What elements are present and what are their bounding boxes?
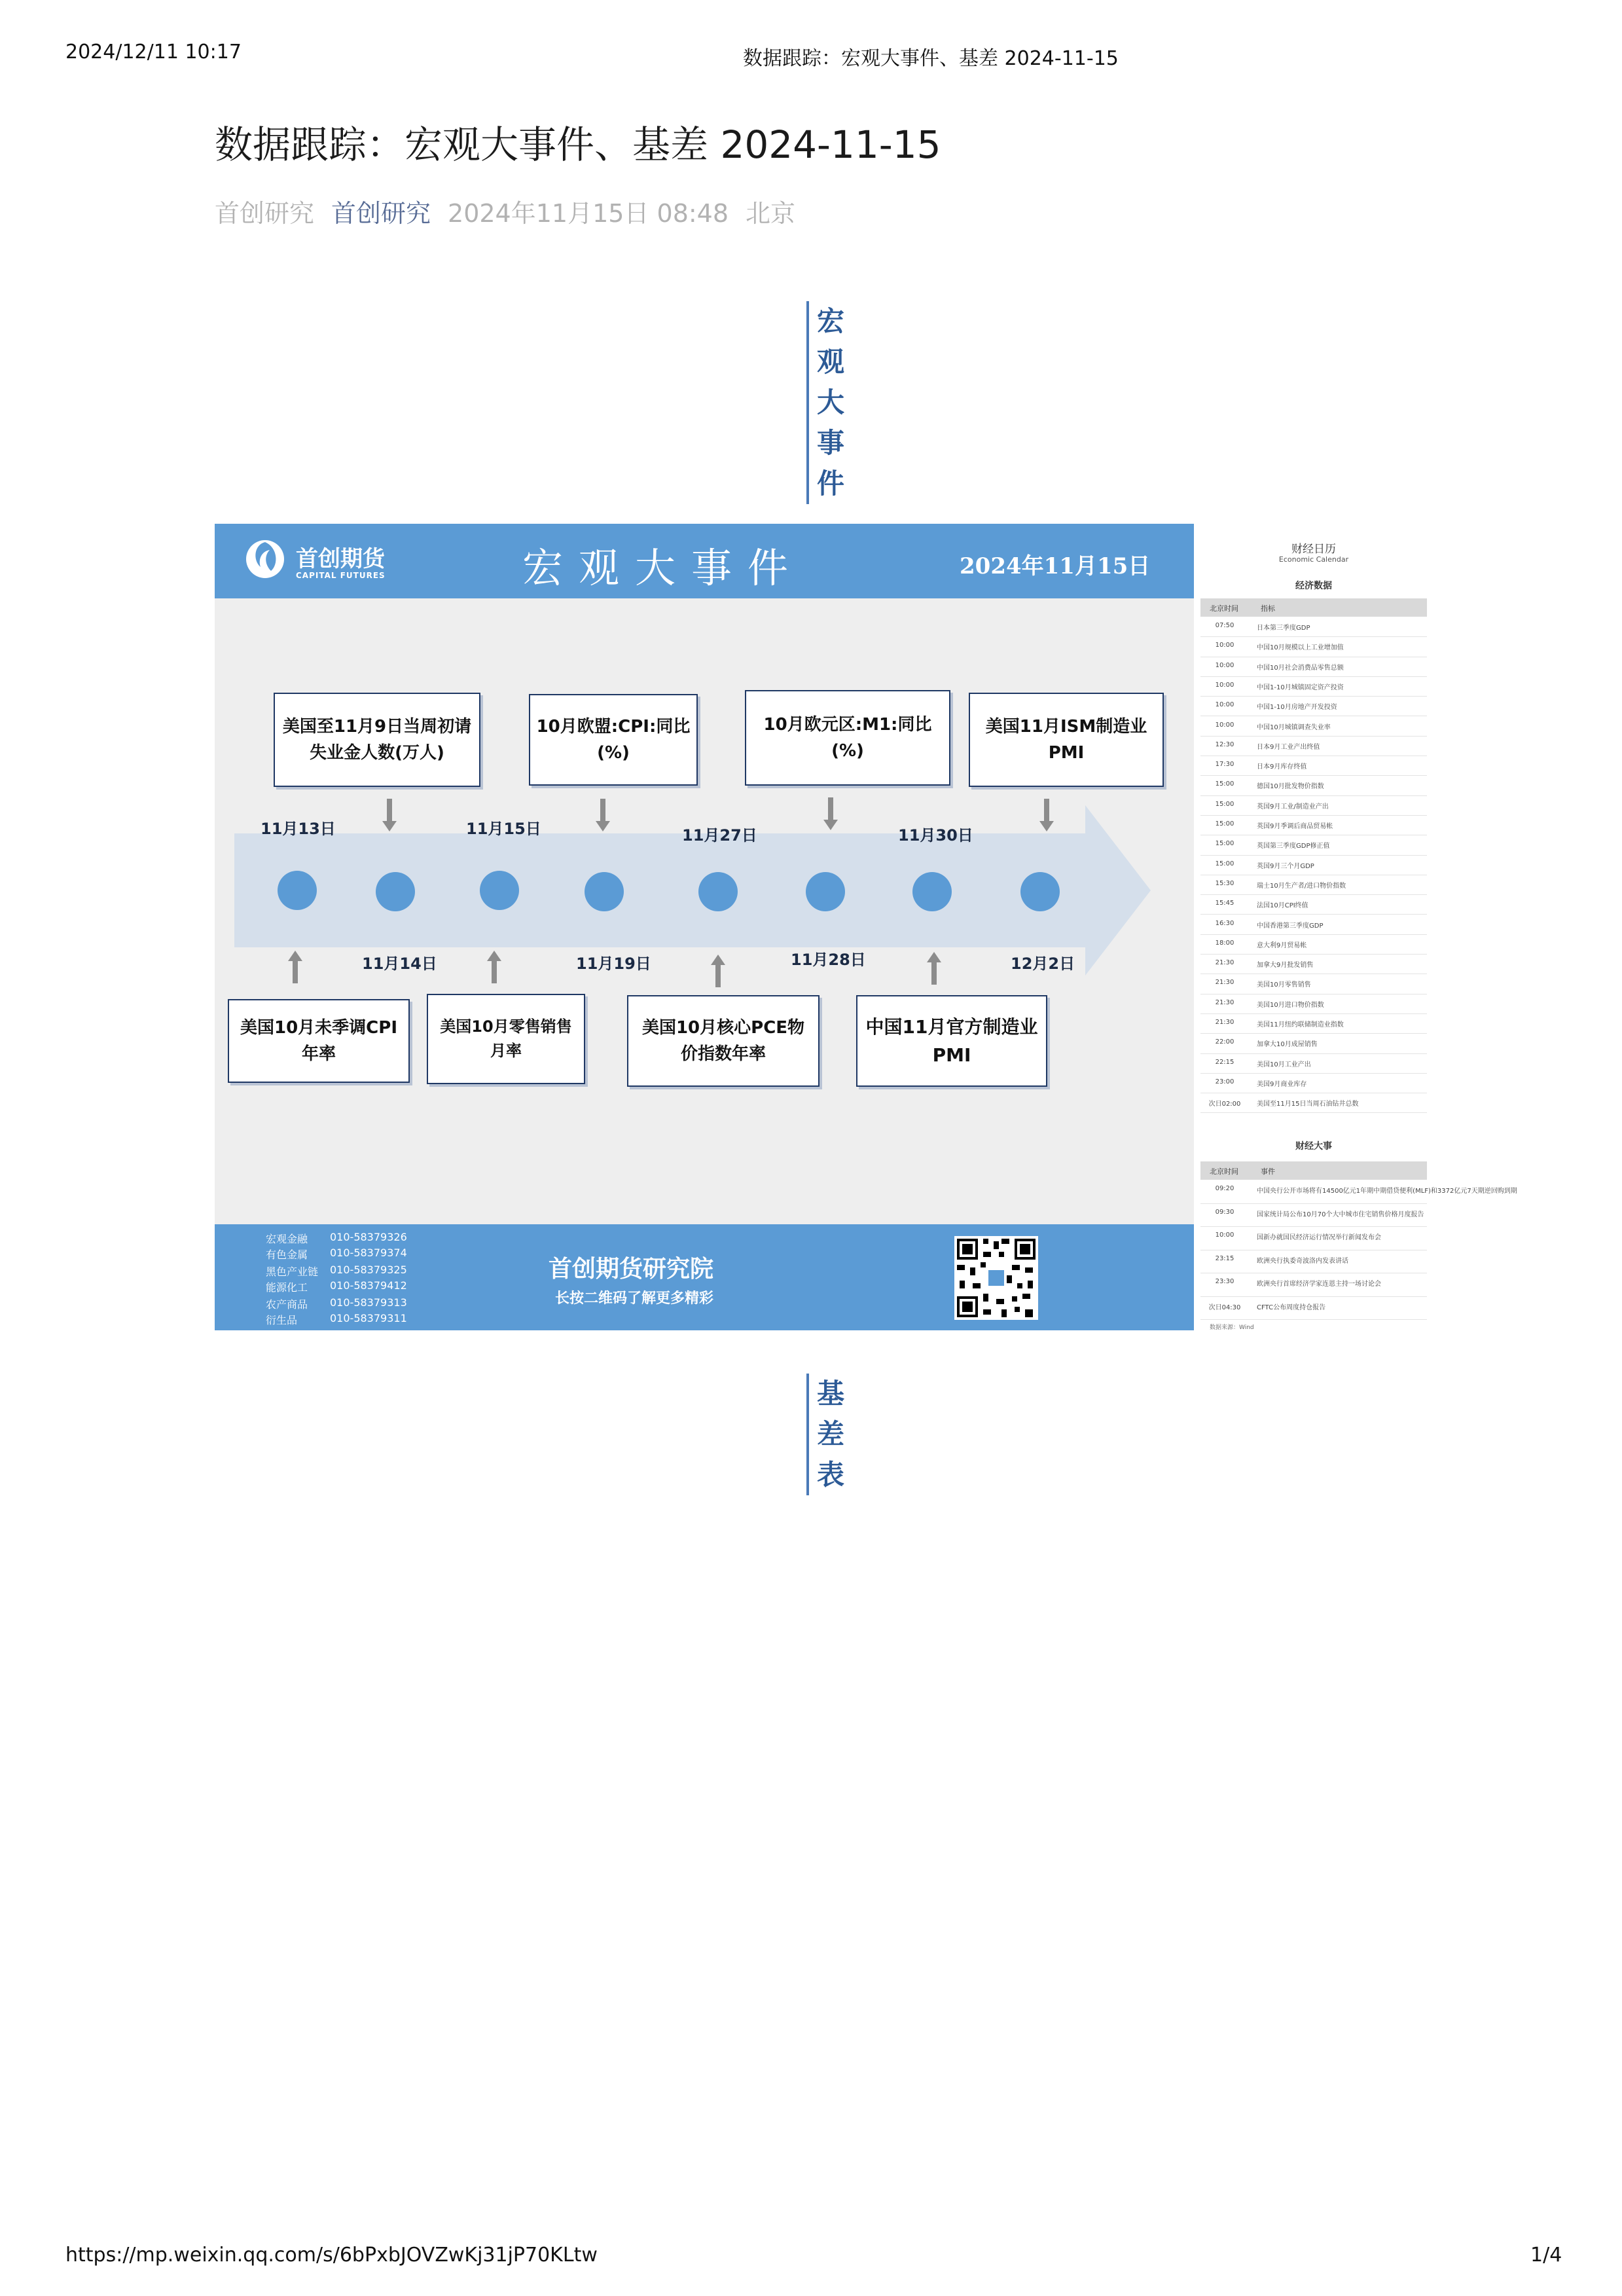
row-time: 17:30 <box>1215 761 1235 769</box>
contact-phone: 010-58379374 <box>330 1247 407 1259</box>
row-time: 23:00 <box>1215 1078 1235 1085</box>
contact-phone: 010-58379412 <box>330 1279 407 1292</box>
heading-char: 件 <box>817 467 845 500</box>
column-header: 北京时间 <box>1210 1167 1238 1176</box>
contact-phone: 010-58379326 <box>330 1231 407 1243</box>
event-text: (%) <box>597 743 630 763</box>
timeline-node <box>698 872 738 911</box>
calendar-data-header <box>1200 598 1427 617</box>
timeline-node <box>1020 872 1060 911</box>
calendar-row <box>1200 1226 1427 1250</box>
row-time: 10:00 <box>1215 661 1235 669</box>
row-time: 15:30 <box>1215 879 1235 887</box>
row-item: 中国10月规模以上工业增加值 <box>1257 644 1344 652</box>
calendar-row <box>1200 657 1427 677</box>
board-title: 宏观大事件 <box>522 544 804 592</box>
event-text: (%) <box>831 741 864 761</box>
event-text: 10月欧盟:CPI:同比 <box>536 716 691 737</box>
row-item: 美国11月纽约联储制造业指数 <box>1257 1021 1344 1029</box>
row-item: 美国10月进口物价指数 <box>1257 1001 1324 1009</box>
event-text: 年率 <box>301 1044 336 1064</box>
macro-events-board <box>215 524 1517 1331</box>
calendar-row <box>1200 1203 1427 1228</box>
row-item: 意大利9月贸易帐 <box>1257 941 1307 949</box>
event-box-us-ism-pmi <box>969 693 1164 787</box>
row-time: 15:00 <box>1215 780 1235 788</box>
up-arrow-icon <box>488 951 500 983</box>
row-item: 欧洲央行执委奇波洛内发表讲话 <box>1257 1257 1348 1265</box>
print-url[interactable]: https://mp.weixin.qq.com/s/6bPxbJOVZwKj31jP70KLtw <box>65 2244 598 2267</box>
row-time: 15:00 <box>1215 860 1235 867</box>
row-item: 中国1-10月房地产开发投资 <box>1257 704 1337 712</box>
timeline-date: 11月28日 <box>791 951 866 969</box>
row-item: 法国10月CPI终值 <box>1257 902 1308 910</box>
board-date: 2024年11月15日 <box>960 553 1151 579</box>
section-heading-macro-events <box>806 301 844 504</box>
row-time: 23:15 <box>1215 1254 1235 1262</box>
calendar-row <box>1200 954 1427 974</box>
calendar-row <box>1200 835 1427 855</box>
row-item: 国家统计局公布10月70个大中城市住宅销售价格月度报告 <box>1257 1211 1424 1218</box>
event-box-eu-cpi <box>529 694 698 786</box>
event-text: 美国10月零售销售 <box>440 1017 572 1036</box>
calendar-row <box>1200 974 1427 994</box>
event-box-ez-m1 <box>745 690 950 786</box>
row-time: 15:45 <box>1215 900 1235 907</box>
calendar-row <box>1200 1273 1427 1297</box>
row-time: 12:30 <box>1215 740 1235 748</box>
row-time: 15:00 <box>1215 820 1235 828</box>
row-time: 18:00 <box>1215 939 1235 947</box>
calendar-title: 财经日历 <box>1291 543 1336 556</box>
row-time: 10:00 <box>1215 1231 1235 1239</box>
row-item: 中国10月城镇调查失业率 <box>1257 723 1331 731</box>
heading-char: 观 <box>817 346 845 378</box>
contact-dept: 能源化工 <box>266 1281 308 1294</box>
contact-dept: 衍生品 <box>266 1314 298 1326</box>
row-item: 中国10月社会消费品零售总额 <box>1257 664 1344 672</box>
event-box-us-cpi <box>228 999 410 1083</box>
row-time: 09:30 <box>1215 1208 1235 1216</box>
row-item: 日本9月工业产出终值 <box>1257 743 1320 751</box>
page-number: 1/4 <box>1530 2244 1562 2267</box>
author: 首创研究 <box>215 199 315 228</box>
row-item: 德国10月批发物价指数 <box>1257 783 1324 791</box>
institute-name: 首创期货研究院 <box>549 1256 714 1283</box>
row-item: 英国9月工业/制造业产出 <box>1257 803 1329 811</box>
calendar-row <box>1200 1073 1427 1093</box>
timeline-node <box>278 871 317 910</box>
row-time: 次日04:30 <box>1208 1303 1241 1311</box>
row-item: 中国央行公开市场将有14500亿元1年期中期借贷便利(MLF)和3372亿元7天期逆回购到期 <box>1257 1188 1517 1195</box>
calendar-events-header <box>1200 1161 1427 1180</box>
event-box-us-core-pce <box>627 995 820 1087</box>
timeline-node <box>912 872 952 911</box>
article-title: 数据跟踪：宏观大事件、基差 2024-11-15 <box>215 122 941 167</box>
calendar-row <box>1200 994 1427 1014</box>
logo-text: 首创期货 <box>296 546 385 572</box>
row-item: 美国10月工业产出 <box>1257 1061 1311 1068</box>
calendar-row <box>1200 1033 1427 1053</box>
row-time: 23:30 <box>1215 1278 1235 1285</box>
calendar-row <box>1200 1250 1427 1274</box>
calendar-row <box>1200 1093 1427 1113</box>
timeline-date: 11月14日 <box>362 955 437 973</box>
board-footer <box>215 1224 1194 1330</box>
up-arrow-icon <box>712 955 724 987</box>
timeline-node <box>480 871 519 910</box>
down-arrow-icon <box>597 799 609 831</box>
calendar-row <box>1200 1180 1517 1204</box>
row-item: 日本9月库存终值 <box>1257 763 1307 771</box>
contact-dept: 黑色产业链 <box>266 1266 319 1278</box>
column-header: 北京时间 <box>1210 604 1238 613</box>
print-header-title: 数据跟踪：宏观大事件、基差 2024-11-15 <box>743 47 1119 70</box>
contact-phone: 010-58379313 <box>330 1296 407 1309</box>
row-time: 21:30 <box>1215 959 1235 967</box>
down-arrow-icon <box>384 799 395 831</box>
calendar-row <box>1200 636 1427 657</box>
article-meta <box>215 193 795 229</box>
calendar-row <box>1200 875 1427 895</box>
row-time: 15:00 <box>1215 800 1235 808</box>
contact-dept: 有色金属 <box>266 1248 308 1261</box>
heading-char: 大 <box>817 386 845 418</box>
calendar-row <box>1200 1013 1427 1034</box>
column-header: 指标 <box>1261 604 1275 613</box>
row-time: 10:00 <box>1215 701 1235 709</box>
heading-char: 表 <box>817 1459 845 1491</box>
timeline-date: 11月30日 <box>898 826 973 845</box>
calendar-row <box>1200 855 1427 875</box>
row-item: 英国9月三个月GDP <box>1257 862 1314 870</box>
row-time: 15:00 <box>1215 840 1235 848</box>
data-source: 数据来源：Wind <box>1210 1324 1254 1331</box>
row-item: 中国香港第三季度GDP <box>1257 922 1324 930</box>
calendar-row <box>1200 716 1427 737</box>
timeline-date: 11月15日 <box>466 820 541 838</box>
qr-caption: 长按二维码了解更多精彩 <box>555 1290 714 1307</box>
row-time: 22:15 <box>1215 1058 1235 1066</box>
calendar-events-heading: 财经大事 <box>1295 1141 1332 1152</box>
row-item: 国新办就国民经济运行情况举行新闻发布会 <box>1257 1234 1381 1241</box>
economic-calendar <box>1200 524 1517 1331</box>
calendar-row <box>1200 934 1427 955</box>
timeline-node <box>585 872 624 911</box>
heading-char: 基 <box>817 1377 845 1410</box>
row-time: 21:30 <box>1215 1019 1235 1026</box>
event-text: 失业金人数(万人) <box>310 743 444 763</box>
event-text: 美国10月未季调CPI <box>240 1017 397 1038</box>
publish-datetime: 2024年11月15日 08:48 <box>448 199 729 228</box>
publish-location: 北京 <box>746 199 796 228</box>
contact-dept: 农产商品 <box>266 1298 308 1311</box>
calendar-row <box>1200 676 1427 697</box>
timeline-date: 11月27日 <box>682 826 757 845</box>
row-item: 加拿大9月批发销售 <box>1257 962 1314 970</box>
down-arrow-icon <box>1041 799 1053 831</box>
row-item: 瑞士10月生产者/进口物价指数 <box>1257 882 1346 890</box>
calendar-data-heading: 经济数据 <box>1295 581 1332 591</box>
calendar-row <box>1200 1053 1427 1074</box>
event-box-us-jobless-claims <box>274 693 480 787</box>
heading-char: 差 <box>817 1418 845 1450</box>
row-time: 10:00 <box>1215 681 1235 689</box>
timeline-date: 11月19日 <box>576 955 651 973</box>
logo-subtext: CAPITAL FUTURES <box>296 571 386 580</box>
calendar-row <box>1200 795 1427 816</box>
event-text: 10月欧元区:M1:同比 <box>763 714 932 735</box>
row-time: 次日02:00 <box>1208 1101 1241 1108</box>
calendar-row <box>1200 915 1427 935</box>
event-text: 价指数年率 <box>680 1044 766 1064</box>
calendar-row <box>1200 815 1427 835</box>
row-item: 美国至11月15日当周石油钻井总数 <box>1257 1101 1359 1108</box>
row-time: 09:20 <box>1215 1185 1235 1192</box>
event-text: 月率 <box>490 1042 522 1060</box>
qr-code-icon[interactable] <box>954 1236 1038 1320</box>
event-box-cn-official-pmi <box>856 995 1047 1087</box>
row-time: 21:30 <box>1215 979 1235 987</box>
event-text: 美国至11月9日当周初请 <box>282 716 472 737</box>
event-text: PMI <box>1048 743 1085 763</box>
row-item: 加拿大10月成屋销售 <box>1257 1041 1318 1049</box>
section-heading-basis-table <box>806 1374 844 1495</box>
row-item: 英国9月季调后商品贸易帐 <box>1257 823 1333 830</box>
timeline-node <box>806 872 845 911</box>
calendar-row <box>1200 894 1427 915</box>
timeline-date: 11月13日 <box>261 820 336 838</box>
calendar-row <box>1200 696 1427 716</box>
row-item: 英国第三季度GDP修正值 <box>1257 843 1330 850</box>
heading-char: 宏 <box>817 305 845 337</box>
row-item: 日本第三季度GDP <box>1257 625 1310 632</box>
event-text: 美国11月ISM制造业 <box>985 716 1147 737</box>
up-arrow-icon <box>289 951 301 983</box>
calendar-row <box>1200 756 1427 776</box>
up-arrow-icon <box>928 952 940 985</box>
row-time: 07:50 <box>1215 622 1235 629</box>
row-time: 22:00 <box>1215 1038 1235 1046</box>
row-item: 中国1-10月城镇固定资产投资 <box>1257 683 1344 691</box>
column-header: 事件 <box>1261 1167 1275 1176</box>
timeline-node <box>376 872 415 911</box>
timeline-arrow <box>215 524 1194 1330</box>
contact-dept: 宏观金融 <box>266 1233 308 1245</box>
event-text: PMI <box>932 1044 971 1066</box>
calendar-row <box>1200 775 1427 795</box>
row-time: 10:00 <box>1215 721 1235 729</box>
row-time: 21:30 <box>1215 998 1235 1006</box>
row-item: 欧洲央行首席经济学家连恩主持一场讨论会 <box>1257 1281 1381 1288</box>
contact-phone: 010-58379311 <box>330 1312 407 1324</box>
row-item: CFTC公布周度持仓报告 <box>1257 1303 1326 1311</box>
account-link[interactable]: 首创研究 <box>331 199 431 228</box>
calendar-row <box>1200 617 1427 637</box>
calendar-row <box>1200 1296 1427 1321</box>
event-text: 美国10月核心PCE物 <box>641 1017 805 1038</box>
print-date: 2024/12/11 10:17 <box>65 41 242 64</box>
heading-char: 事 <box>817 427 845 459</box>
event-text: 中国11月官方制造业 <box>865 1015 1038 1038</box>
contact-phone: 010-58379325 <box>330 1264 407 1276</box>
event-box-us-retail-sales <box>427 994 585 1084</box>
row-time: 10:00 <box>1215 642 1235 649</box>
calendar-subtitle: Economic Calendar <box>1278 555 1349 564</box>
calendar-row <box>1200 736 1427 756</box>
row-item: 美国10月零售销售 <box>1257 981 1311 989</box>
row-time: 16:30 <box>1215 919 1235 927</box>
row-item: 美国9月商业库存 <box>1257 1080 1307 1088</box>
down-arrow-icon <box>825 797 837 830</box>
timeline-date: 12月2日 <box>1011 955 1075 973</box>
